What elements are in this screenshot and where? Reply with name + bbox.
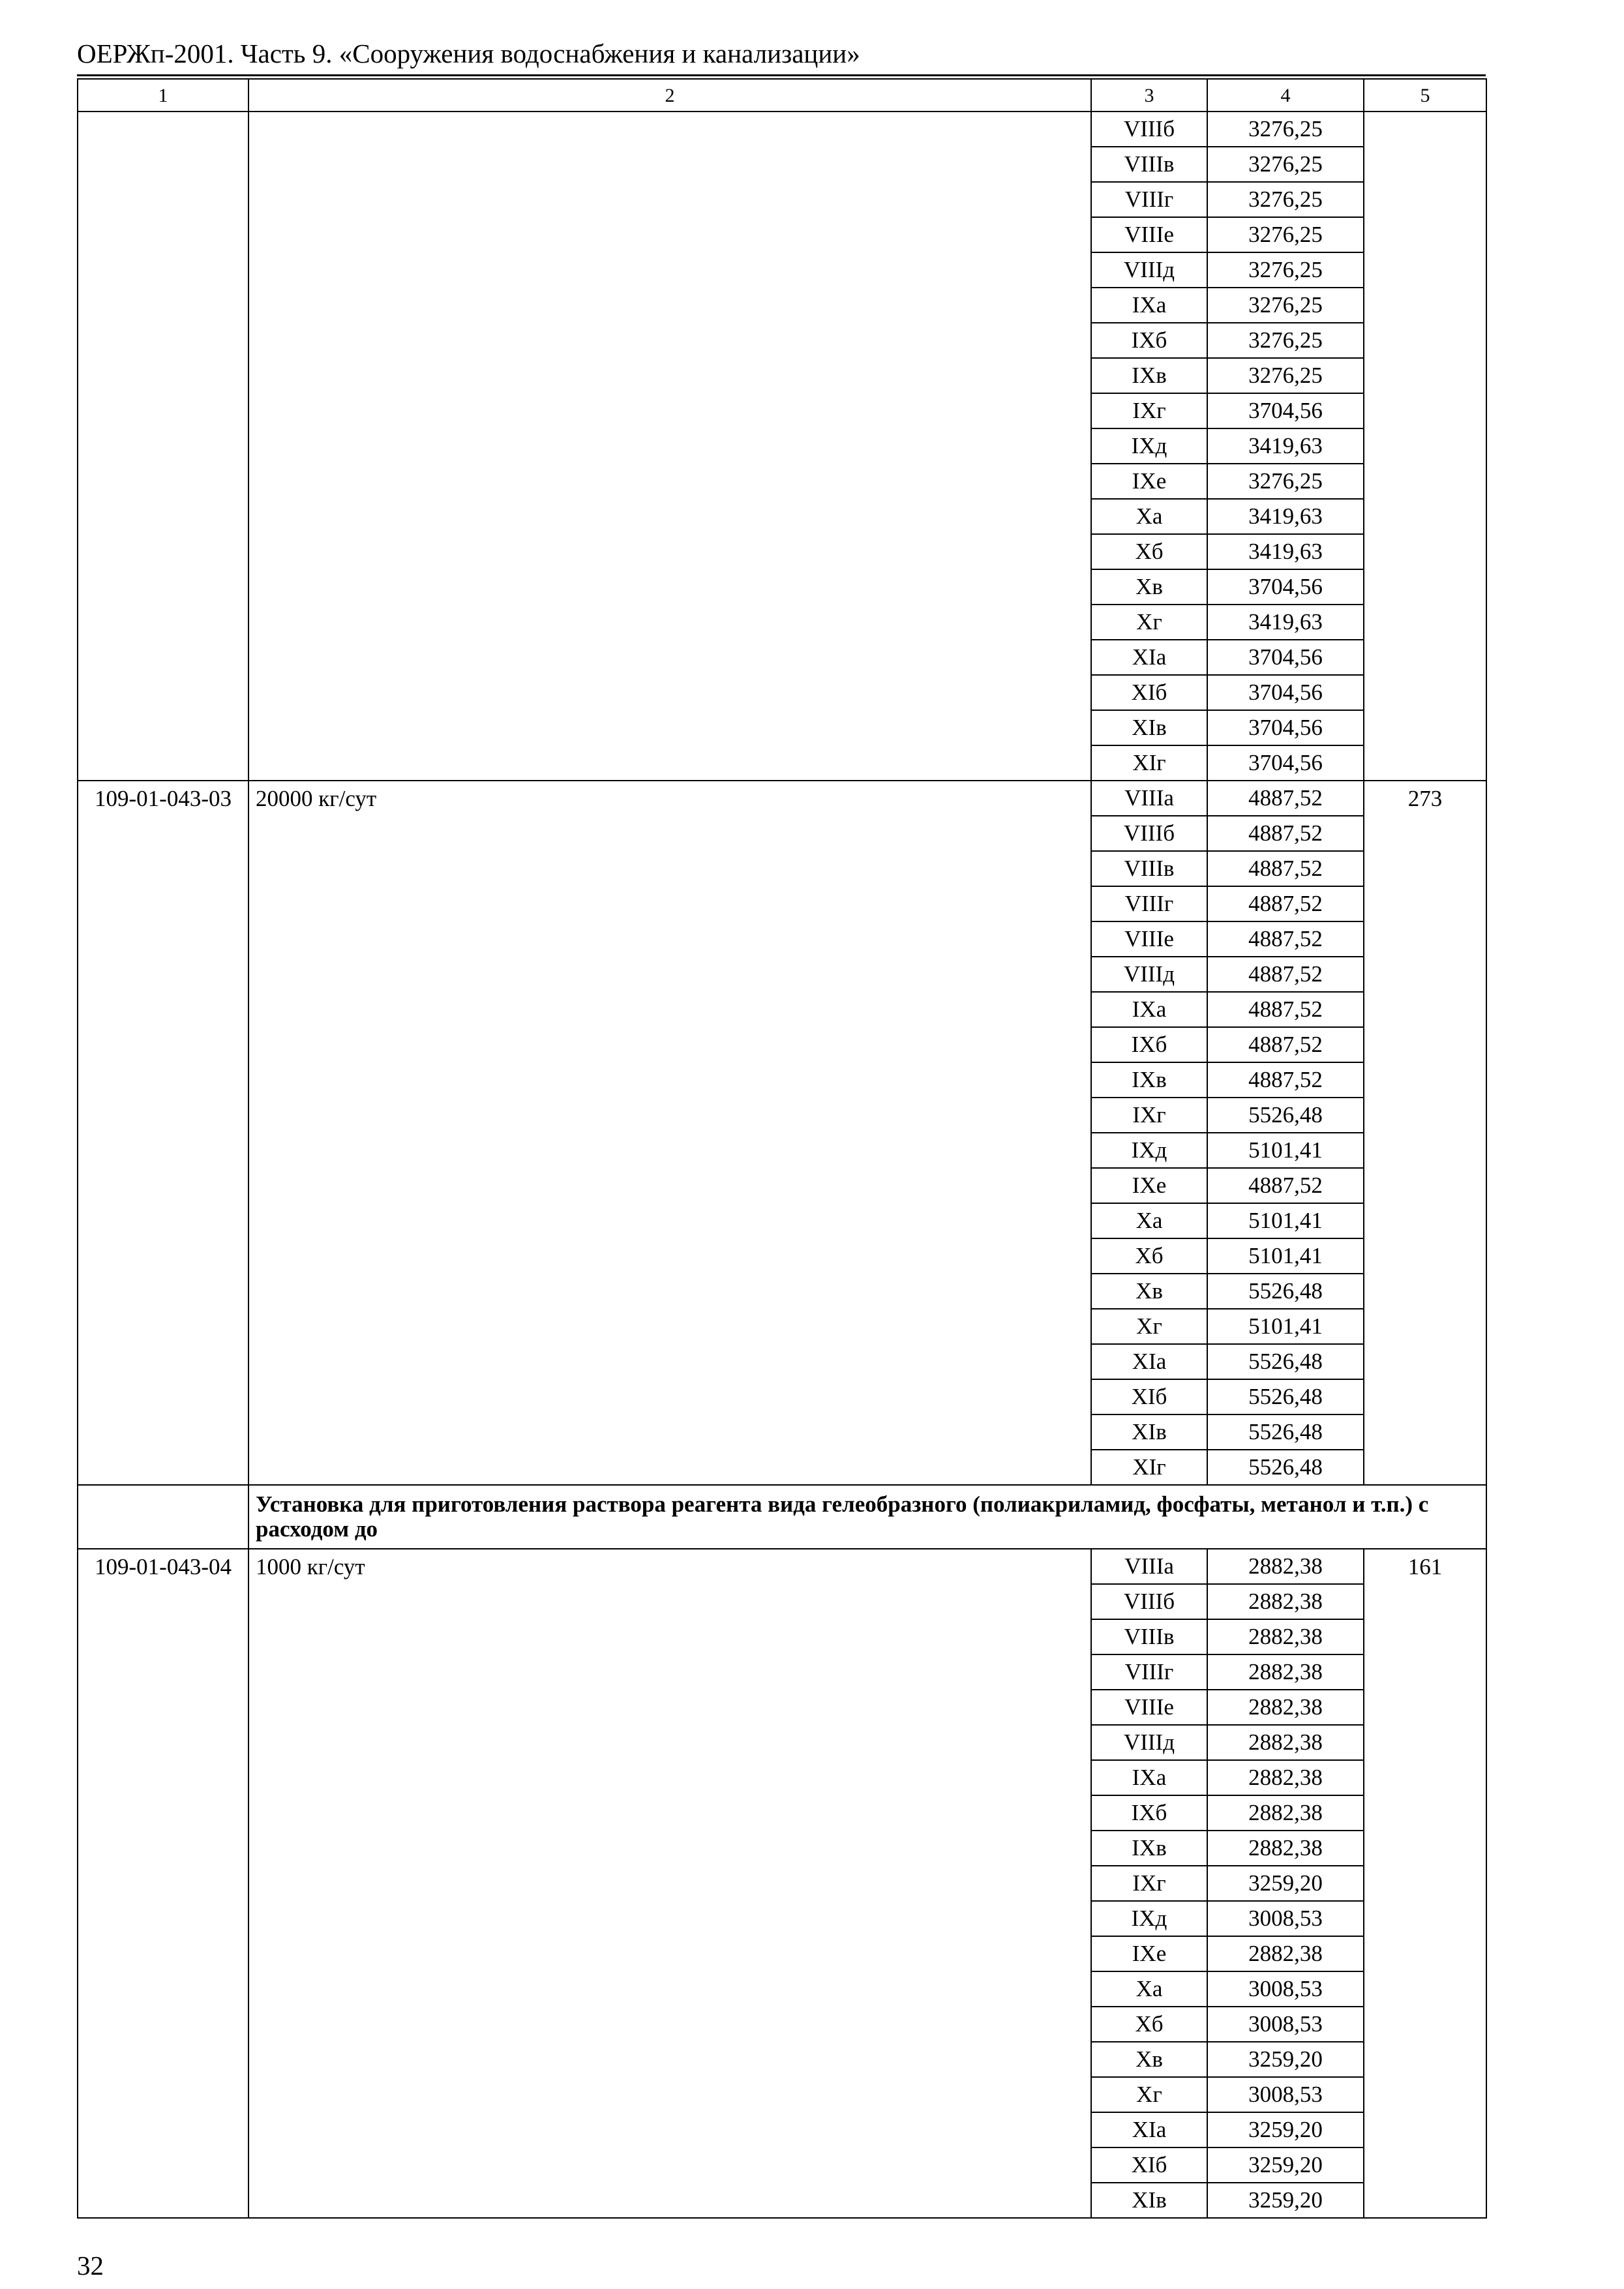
zone-cell: XIв [1091,710,1207,745]
zone-cell: Xв [1091,1274,1207,1309]
zone-cell: VIIIг [1091,1654,1207,1690]
value-cell: 4887,52 [1207,886,1364,921]
zone-cell: VIIIд [1091,1725,1207,1760]
column-number-3: 3 [1091,79,1207,112]
zone-cell: Xб [1091,534,1207,569]
value-cell: 3704,56 [1207,675,1364,710]
value-cell: 5526,48 [1207,1379,1364,1414]
value-cell: 5526,48 [1207,1414,1364,1450]
zone-cell: Xб [1091,2007,1207,2042]
value-cell: 3419,63 [1207,605,1364,640]
zone-cell: Xв [1091,2042,1207,2077]
value-cell: 5526,48 [1207,1098,1364,1133]
value-cell: 3259,20 [1207,2147,1364,2183]
value-cell: 3276,25 [1207,252,1364,288]
value-cell: 2882,38 [1207,1725,1364,1760]
value-cell: 3704,56 [1207,640,1364,675]
zone-cell: Xг [1091,1309,1207,1344]
rate-col5: 161 [1364,1549,1486,2218]
zone-cell: VIIIв [1091,147,1207,182]
zone-cell: VIIIе [1091,217,1207,252]
zone-cell: VIIIе [1091,1690,1207,1725]
value-cell: 2882,38 [1207,1936,1364,1971]
zone-cell: VIIIд [1091,252,1207,288]
value-cell: 3704,56 [1207,710,1364,745]
value-cell: 3008,53 [1207,1901,1364,1936]
column-number-row [78,79,1486,112]
zone-cell: Xа [1091,499,1207,534]
value-cell: 4887,52 [1207,1168,1364,1203]
zone-cell: VIIIд [1091,957,1207,992]
zone-cell: IXб [1091,1027,1207,1062]
rate-code: 109-01-043-04 [78,1549,248,2218]
zone-cell: VIIIа [1091,781,1207,816]
zone-cell: XIб [1091,675,1207,710]
zone-cell: Xг [1091,2077,1207,2112]
zone-cell: IXе [1091,1168,1207,1203]
zone-cell: VIIIе [1091,921,1207,957]
value-cell: 5101,41 [1207,1309,1364,1344]
value-cell: 5526,48 [1207,1274,1364,1309]
value-cell: 2882,38 [1207,1690,1364,1725]
value-cell: 2882,38 [1207,1760,1364,1795]
zone-cell: IXв [1091,1831,1207,1866]
value-cell: 3419,63 [1207,534,1364,569]
zone-cell: VIIIб [1091,1584,1207,1619]
zone-cell: XIа [1091,640,1207,675]
value-cell: 5101,41 [1207,1238,1364,1274]
value-cell: 5101,41 [1207,1133,1364,1168]
value-cell: 3419,63 [1207,428,1364,464]
value-cell: 3276,25 [1207,147,1364,182]
zone-cell: IXд [1091,1133,1207,1168]
zone-cell: Xв [1091,569,1207,605]
value-cell: 3008,53 [1207,1971,1364,2007]
zone-cell: IXе [1091,1936,1207,1971]
value-cell: 3259,20 [1207,2042,1364,2077]
zone-cell: IXг [1091,1098,1207,1133]
zone-cell: XIб [1091,1379,1207,1414]
zone-cell: Xа [1091,1971,1207,2007]
zone-cell: VIIIг [1091,182,1207,217]
zone-cell: IXв [1091,358,1207,393]
zone-cell: VIIIб [1091,816,1207,851]
rate-description [248,112,1091,781]
value-cell: 4887,52 [1207,957,1364,992]
value-cell: 3276,25 [1207,182,1364,217]
zone-cell: IXв [1091,1062,1207,1098]
zone-cell: XIа [1091,2112,1207,2147]
table-body [78,79,1486,2218]
zone-cell: Xб [1091,1238,1207,1274]
value-cell: 3276,25 [1207,217,1364,252]
rate-code: 109-01-043-03 [78,781,248,1485]
value-cell: 3276,25 [1207,358,1364,393]
rate-code [78,112,248,781]
zone-cell: IXа [1091,992,1207,1027]
rate-description: 1000 кг/сут [248,1549,1091,2218]
zone-cell: XIг [1091,1450,1207,1485]
value-cell: 4887,52 [1207,992,1364,1027]
zone-cell: XIа [1091,1344,1207,1379]
zone-cell: Xг [1091,605,1207,640]
zone-cell: IXг [1091,1866,1207,1901]
value-cell: 3704,56 [1207,393,1364,428]
value-cell: 3704,56 [1207,745,1364,781]
zone-cell: IXа [1091,1760,1207,1795]
section-row [78,1485,1486,1549]
zone-cell: Xа [1091,1203,1207,1238]
value-cell: 3259,20 [1207,1866,1364,1901]
value-cell: 4887,52 [1207,781,1364,816]
value-cell: 2882,38 [1207,1654,1364,1690]
zone-cell: VIIIа [1091,1549,1207,1584]
value-cell: 2882,38 [1207,1619,1364,1654]
value-cell: 3419,63 [1207,499,1364,534]
value-cell: 5526,48 [1207,1450,1364,1485]
table-row [78,781,1486,816]
value-cell: 3276,25 [1207,288,1364,323]
value-cell: 5526,48 [1207,1344,1364,1379]
page-header: ОЕРЖп-2001. Часть 9. «Сооружения водоснабжения и канализации» [77,38,860,68]
value-cell: 3276,25 [1207,112,1364,147]
table-row [78,112,1486,147]
zone-cell: IXд [1091,428,1207,464]
value-cell: 2882,38 [1207,1549,1364,1584]
zone-cell: XIг [1091,745,1207,781]
column-number-2: 2 [248,79,1091,112]
column-number-5: 5 [1364,79,1486,112]
value-cell: 3259,20 [1207,2183,1364,2218]
rate-col5: 273 [1364,781,1486,1485]
value-cell: 4887,52 [1207,1062,1364,1098]
rate-col5 [1364,112,1486,781]
value-cell: 3704,56 [1207,569,1364,605]
value-cell: 3259,20 [1207,2112,1364,2147]
zone-cell: XIв [1091,1414,1207,1450]
value-cell: 2882,38 [1207,1584,1364,1619]
value-cell: 4887,52 [1207,851,1364,886]
zone-cell: IXа [1091,288,1207,323]
value-cell: 3276,25 [1207,464,1364,499]
value-cell: 4887,52 [1207,921,1364,957]
zone-cell: XIв [1091,2183,1207,2218]
value-cell: 4887,52 [1207,816,1364,851]
value-cell: 2882,38 [1207,1831,1364,1866]
zone-cell: VIIIв [1091,1619,1207,1654]
zone-cell: XIб [1091,2147,1207,2183]
column-number-4: 4 [1207,79,1364,112]
value-cell: 5101,41 [1207,1203,1364,1238]
table-row [78,1549,1486,1584]
value-cell: 2882,38 [1207,1795,1364,1831]
value-cell: 3276,25 [1207,323,1364,358]
value-cell: 3008,53 [1207,2007,1364,2042]
section-empty-cell [78,1485,248,1549]
value-cell: 4887,52 [1207,1027,1364,1062]
value-cell: 3008,53 [1207,2077,1364,2112]
zone-cell: VIIIв [1091,851,1207,886]
page-number: 32 [77,2251,104,2281]
zone-cell: IXб [1091,323,1207,358]
section-title: Установка для приготовления раствора реагента вида гелеобразного (полиакриламид, фосфаты, метанол и т.п.) с расходом до [248,1485,1486,1549]
zone-cell: IXб [1091,1795,1207,1831]
rates-table [77,78,1487,2219]
header-rule [77,74,1486,76]
zone-cell: VIIIб [1091,112,1207,147]
rate-description: 20000 кг/сут [248,781,1091,1485]
column-number-1: 1 [78,79,248,112]
zone-cell: IXг [1091,393,1207,428]
zone-cell: IXд [1091,1901,1207,1936]
zone-cell: VIIIг [1091,886,1207,921]
zone-cell: IXе [1091,464,1207,499]
